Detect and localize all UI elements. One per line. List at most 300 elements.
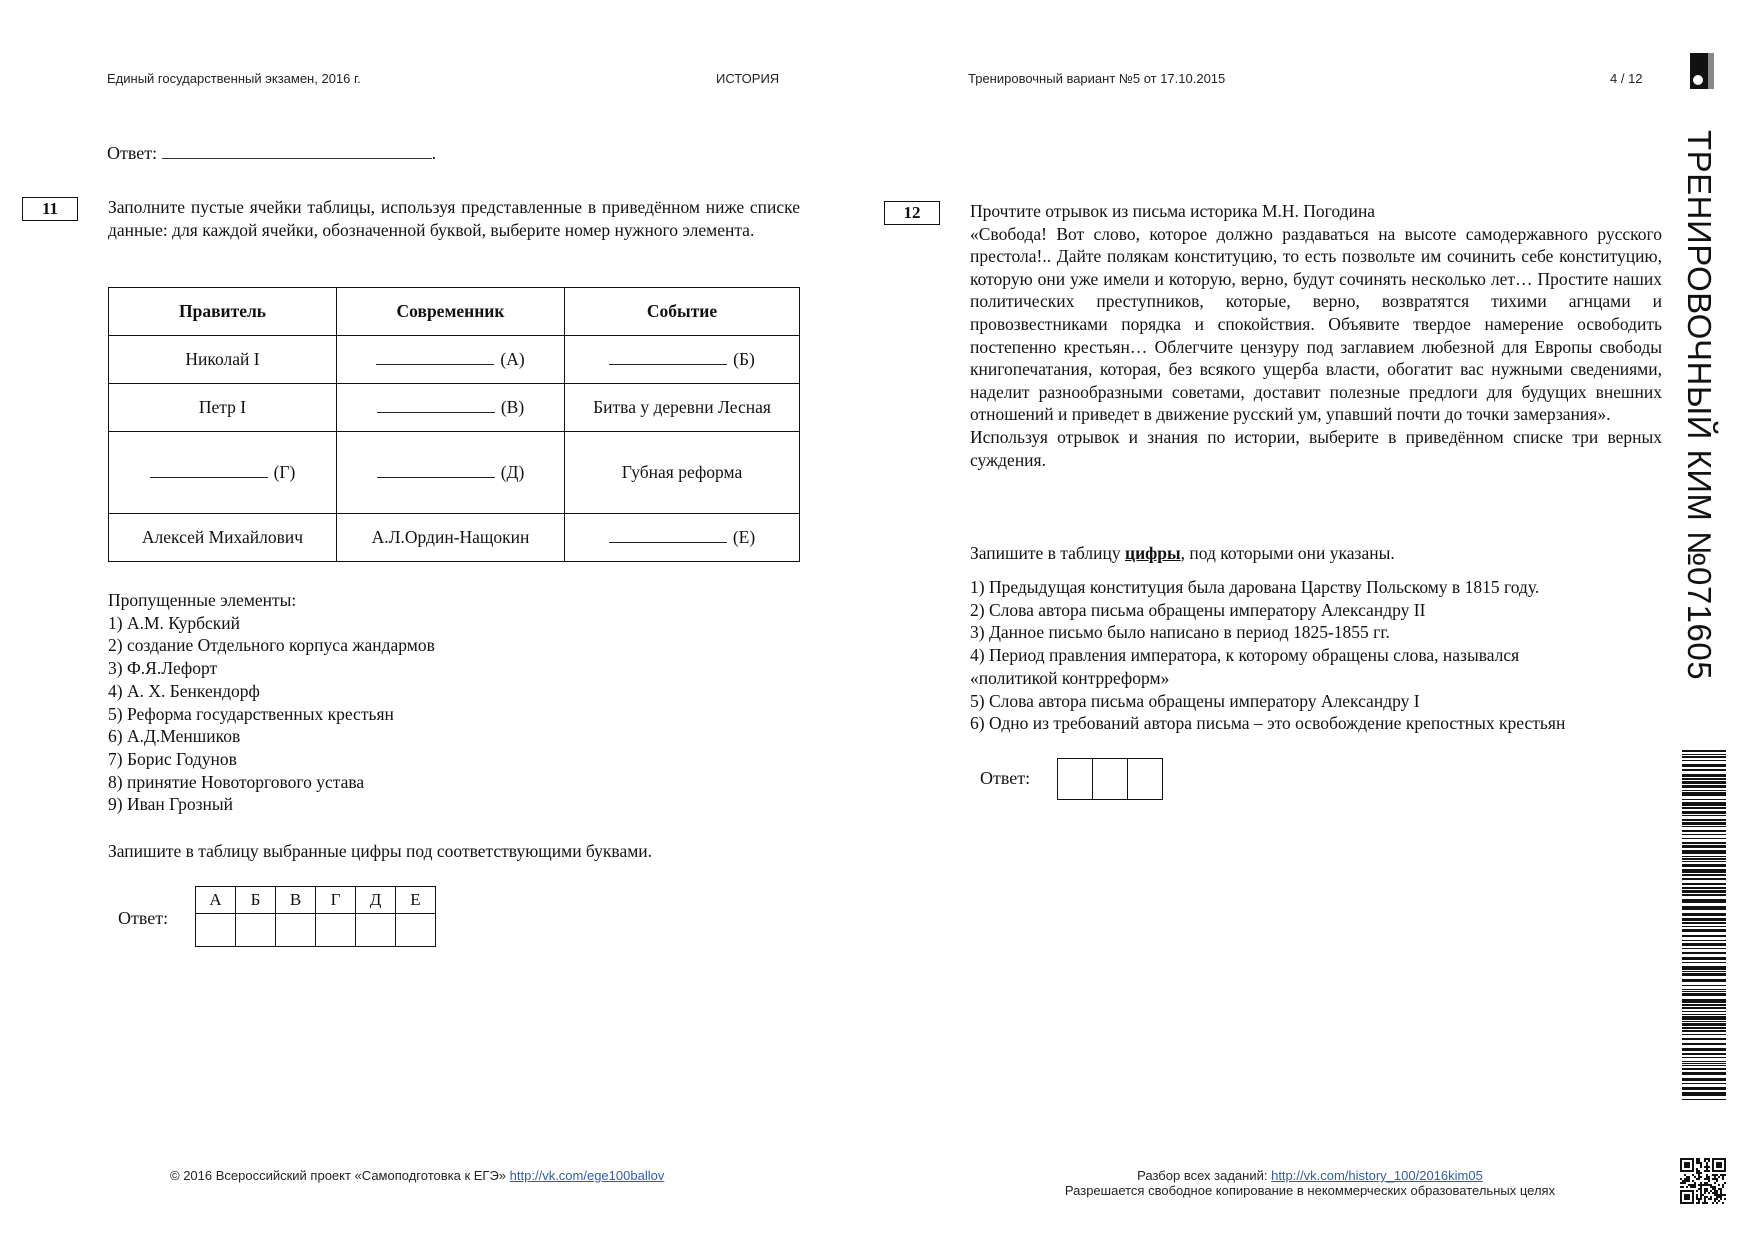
barcode-bar xyxy=(1682,1099,1726,1100)
barcode-bar xyxy=(1682,1092,1726,1096)
barcode-bar xyxy=(1682,1063,1726,1064)
qr-module xyxy=(1714,1186,1716,1188)
qr-module xyxy=(1708,1170,1710,1172)
barcode-icon xyxy=(1682,750,1726,1100)
write-suffix: , под которыми они указаны. xyxy=(1180,543,1395,563)
barcode-bar xyxy=(1682,973,1726,976)
barcode-bar xyxy=(1682,856,1726,857)
qr-module xyxy=(1700,1192,1702,1194)
qr-module xyxy=(1700,1164,1702,1166)
q11-write-instruction: Запишите в таблицу выбранные цифры под соответствующими буквами. xyxy=(108,841,653,861)
qr-module xyxy=(1714,1182,1716,1184)
answer-cell[interactable] xyxy=(1128,759,1163,800)
qr-module xyxy=(1696,1196,1698,1198)
list-item: 2) Слова автора письма обращены императору Александру II xyxy=(970,599,1426,620)
qr-module xyxy=(1682,1180,1684,1182)
qr-module xyxy=(1720,1192,1722,1194)
copyright-text: © 2016 Всероссийский проект «Самоподготовка к ЕГЭ» xyxy=(170,1168,507,1183)
list-item: 6) А.Д.Меншиков xyxy=(108,726,241,747)
answer-letters-row xyxy=(196,887,436,914)
footer-copyright xyxy=(170,1168,664,1183)
q11-answer-table xyxy=(195,886,436,947)
qr-module xyxy=(1724,1182,1726,1184)
qr-module xyxy=(1696,1158,1698,1160)
list-item: 8) принятие Новоторгового устава xyxy=(108,771,365,792)
qr-module xyxy=(1706,1202,1708,1204)
qr-module xyxy=(1698,1202,1700,1204)
barcode-bar xyxy=(1682,926,1726,927)
blank-line xyxy=(377,398,495,413)
qr-module xyxy=(1698,1160,1700,1162)
qr-module xyxy=(1714,1174,1716,1176)
list-item: 9) Иван Грозный xyxy=(108,794,234,815)
qr-module xyxy=(1698,1178,1700,1180)
barcode-bar xyxy=(1682,1030,1726,1032)
qr-module xyxy=(1716,1178,1718,1180)
barcode-bar xyxy=(1682,989,1726,990)
qr-module xyxy=(1710,1198,1712,1200)
table-cell: Битва у деревни Лесная xyxy=(565,384,800,432)
qr-module xyxy=(1686,1176,1688,1178)
qr-module xyxy=(1700,1190,1702,1192)
qr-module xyxy=(1704,1160,1706,1162)
barcode-bar xyxy=(1682,750,1726,752)
list-item: 5) Реформа государственных крестьян xyxy=(108,703,394,724)
vertical-kim-title xyxy=(1680,130,1720,730)
qr-module xyxy=(1718,1194,1720,1196)
qr-module xyxy=(1704,1190,1706,1192)
qr-module xyxy=(1714,1190,1716,1192)
qr-module xyxy=(1700,1176,1702,1178)
qr-module xyxy=(1708,1198,1710,1200)
table-cell: А.Л.Ордин-Нащокин xyxy=(337,514,565,562)
qr-module xyxy=(1688,1184,1690,1186)
barcode-bar xyxy=(1682,993,1726,996)
qr-module xyxy=(1698,1198,1700,1200)
barcode-bar xyxy=(1682,799,1726,800)
qr-module xyxy=(1712,1188,1714,1190)
barcode-bar xyxy=(1682,899,1726,903)
barcode-bar xyxy=(1682,790,1726,791)
qr-module xyxy=(1706,1178,1708,1180)
qr-module xyxy=(1682,1182,1684,1184)
barcode-bar xyxy=(1682,1014,1726,1015)
qr-module xyxy=(1706,1168,1708,1170)
barcode-bar xyxy=(1682,754,1726,755)
barcode-bar xyxy=(1682,1083,1726,1084)
table-row xyxy=(109,336,800,384)
blank-letter: (Б) xyxy=(733,349,755,369)
answer-letter: Д xyxy=(356,887,396,914)
qr-module xyxy=(1700,1194,1702,1196)
answer-label: Ответ: xyxy=(107,143,158,163)
qr-module xyxy=(1716,1202,1718,1204)
barcode-bar xyxy=(1682,878,1726,880)
list-item: 2) создание Отдельного корпуса жандармов xyxy=(108,635,435,656)
qr-module xyxy=(1688,1180,1690,1182)
table-cell: Алексей Михайлович xyxy=(109,514,337,562)
qr-module xyxy=(1718,1200,1720,1202)
qr-module xyxy=(1684,1178,1686,1180)
blank-line xyxy=(376,350,494,365)
qr-module xyxy=(1724,1198,1726,1200)
qr-module xyxy=(1698,1184,1700,1186)
qr-module xyxy=(1712,1178,1714,1180)
table-cell-blank[interactable] xyxy=(337,432,565,514)
barcode-bar xyxy=(1682,906,1726,910)
barcode-bar xyxy=(1682,966,1726,970)
qr-module xyxy=(1708,1158,1710,1160)
qr-module xyxy=(1710,1196,1712,1198)
barcode-bar xyxy=(1682,850,1726,854)
qr-module xyxy=(1690,1184,1692,1186)
barcode-bar xyxy=(1682,943,1726,946)
qr-module xyxy=(1698,1170,1700,1172)
barcode-bar xyxy=(1682,830,1726,832)
answer-cell[interactable] xyxy=(356,914,396,947)
barcode-bar xyxy=(1682,999,1726,1003)
list-item: 4) А. Х. Бенкендорф xyxy=(108,680,260,701)
qr-module xyxy=(1706,1184,1708,1186)
q11-table xyxy=(108,287,800,562)
answer-suffix: . xyxy=(431,143,437,163)
qr-module xyxy=(1706,1174,1708,1176)
barcode-bar xyxy=(1682,807,1726,809)
qr-module xyxy=(1704,1184,1706,1186)
qr-module xyxy=(1724,1174,1726,1176)
qr-module xyxy=(1710,1190,1712,1192)
barcode-bar xyxy=(1682,940,1726,941)
table-cell: Николай I xyxy=(109,336,337,384)
qr-module xyxy=(1704,1192,1706,1194)
q11-missing-elements xyxy=(108,589,435,816)
barcode-bar xyxy=(1682,1078,1726,1081)
qr-module xyxy=(1696,1162,1698,1164)
barcode-bar xyxy=(1682,822,1726,825)
qr-module xyxy=(1684,1180,1686,1182)
barcode-bar xyxy=(1682,869,1726,873)
barcode-bar xyxy=(1682,811,1726,814)
qr-module xyxy=(1690,1186,1692,1188)
table-cell-blank[interactable] xyxy=(109,432,337,514)
list-item: 7) Борис Годунов xyxy=(108,748,237,769)
qr-module xyxy=(1708,1160,1710,1162)
answer-letter: А xyxy=(196,887,236,914)
qr-module xyxy=(1686,1180,1688,1182)
q12-answer-table xyxy=(1057,758,1163,800)
barcode-bar xyxy=(1682,815,1726,816)
q12-answer-label: Ответ: xyxy=(980,768,1031,788)
barcode-bar xyxy=(1682,952,1726,954)
qr-module xyxy=(1694,1186,1696,1188)
qr-module xyxy=(1714,1188,1716,1190)
qr-module xyxy=(1700,1186,1702,1188)
qr-module xyxy=(1702,1184,1704,1186)
answer-cell[interactable] xyxy=(396,914,436,947)
barcode-bar xyxy=(1682,1048,1726,1051)
barcode-bar xyxy=(1682,1061,1726,1062)
q11-header-contemporary: Современник xyxy=(337,288,565,336)
barcode-bar xyxy=(1682,834,1726,835)
q11-table-header-row xyxy=(109,288,800,336)
qr-module xyxy=(1704,1198,1706,1200)
previous-answer xyxy=(107,140,436,164)
barcode-bar xyxy=(1682,890,1726,893)
qr-module xyxy=(1698,1158,1700,1160)
qr-module xyxy=(1706,1170,1708,1172)
qr-module xyxy=(1704,1178,1706,1180)
qr-module xyxy=(1700,1188,1702,1190)
qr-module xyxy=(1698,1188,1700,1190)
qr-module xyxy=(1706,1162,1708,1164)
table-cell-blank[interactable] xyxy=(337,336,565,384)
barcode-bar xyxy=(1682,1053,1726,1055)
qr-module xyxy=(1696,1170,1698,1172)
qr-module xyxy=(1700,1172,1702,1174)
qr-module xyxy=(1722,1178,1724,1180)
qr-module xyxy=(1722,1186,1724,1188)
barcode-bar xyxy=(1682,935,1726,937)
barcode-bar xyxy=(1682,778,1726,780)
barcode-bar xyxy=(1682,864,1726,867)
q12-body xyxy=(970,200,1662,471)
qr-module xyxy=(1696,1178,1698,1180)
qr-module xyxy=(1708,1178,1710,1180)
qr-module xyxy=(1708,1166,1710,1168)
qr-module xyxy=(1686,1178,1688,1180)
qr-module xyxy=(1718,1184,1720,1186)
qr-module xyxy=(1722,1202,1724,1204)
qr-module xyxy=(1706,1188,1708,1190)
barcode-bar xyxy=(1682,913,1726,916)
blank-line xyxy=(150,463,268,478)
blank-line xyxy=(609,350,727,365)
q12-options xyxy=(970,576,1670,735)
barcode-bar xyxy=(1682,842,1726,844)
qr-module xyxy=(1694,1176,1696,1178)
qr-module xyxy=(1700,1196,1702,1198)
qr-module xyxy=(1714,1176,1716,1178)
qr-module xyxy=(1698,1172,1700,1174)
footer-review xyxy=(1030,1168,1590,1198)
answer-cell[interactable] xyxy=(276,914,316,947)
barcode-bar xyxy=(1682,1068,1726,1070)
answer-blank[interactable] xyxy=(162,140,432,159)
qr-module xyxy=(1708,1180,1710,1182)
answer-cell[interactable] xyxy=(236,914,276,947)
barcode-bar xyxy=(1682,774,1726,777)
barcode-bar xyxy=(1682,948,1726,949)
qr-module xyxy=(1688,1178,1690,1180)
barcode-bar xyxy=(1682,845,1726,848)
barcode-bar xyxy=(1682,802,1726,806)
list-item: 1) Предыдущая конституция была дарована Царству Польскому в 1815 году. xyxy=(970,577,1540,597)
barcode-bar xyxy=(1682,1034,1726,1035)
qr-module xyxy=(1698,1174,1700,1176)
qr-module xyxy=(1706,1176,1708,1178)
qr-module xyxy=(1694,1184,1696,1186)
qr-module xyxy=(1704,1202,1706,1204)
list-item: 3) Данное письмо было написано в период 1825-1855 гг. xyxy=(970,622,1390,643)
qr-finder xyxy=(1716,1162,1722,1168)
barcode-bar xyxy=(1682,1016,1726,1020)
barcode-bar xyxy=(1682,858,1726,860)
qr-module xyxy=(1704,1200,1706,1202)
blank-letter: (Е) xyxy=(732,527,756,547)
qr-module xyxy=(1700,1182,1702,1184)
q11-instruction: Заполните пустые ячейки таблицы, используя представленные в приведённом ниже списке данные: для каждой ячейки, обозначенной буквой, выберите номер нужного элемента. xyxy=(108,197,800,240)
qr-module xyxy=(1696,1190,1698,1192)
qr-module xyxy=(1702,1202,1704,1204)
registration-mark-icon xyxy=(1690,53,1708,89)
q12-write-instruction xyxy=(970,542,1395,565)
qr-module xyxy=(1696,1198,1698,1200)
qr-module xyxy=(1696,1160,1698,1162)
qr-module xyxy=(1722,1176,1724,1178)
barcode-bar xyxy=(1682,894,1726,896)
q12-quote: «Свобода! Вот слово, которое должно раздаваться на высоте самодержавного русского престола!.. Дайте полякам конституцию, то есть позвольте им сочинить себе конституцию, которую они уже имели и которую, верно, будут сочинять несколько лет… Простите наших политических преступников, которые, верно, возвратятся тихими агнцами и провозвестниками порядка и спокойствия. Объявите твердое намерение освободить постепенно крестьян… Облегчите цензуру под заглавием любезной для Европы свободы книгопечатания, которая, без всякого ущерба власти, обогатит вас нужными сведениями, наделит разнообразными советами, доставит полезные предлоги для будущих внешних отношений и приведет в движение русский ум, упавший почти до точки замерзания». xyxy=(970,223,1662,425)
header-variant: Тренировочный вариант №5 от 17.10.2015 xyxy=(968,71,1226,86)
header-page-number: 4 / 12 xyxy=(1610,71,1643,86)
answer-cell[interactable] xyxy=(1093,759,1128,800)
qr-module xyxy=(1692,1184,1694,1186)
qr-module xyxy=(1706,1158,1708,1160)
write-emphasis: цифры xyxy=(1125,543,1181,563)
barcode-bar xyxy=(1682,785,1726,788)
qr-module xyxy=(1706,1196,1708,1198)
qr-module xyxy=(1724,1194,1726,1196)
qr-module xyxy=(1692,1180,1694,1182)
q11-header-event: Событие xyxy=(565,288,800,336)
vertical-kim-title-text: ТРЕНИРОВОЧНЫЙ КИМ №071605 xyxy=(1681,130,1718,681)
qr-module xyxy=(1708,1176,1710,1178)
table-cell: Петр I xyxy=(109,384,337,432)
barcode-bar xyxy=(1682,1021,1726,1022)
barcode-bar xyxy=(1682,957,1726,960)
question-number-11: 11 xyxy=(22,197,78,221)
review-link[interactable]: http://vk.com/history_100/2016kim05 xyxy=(1271,1168,1483,1183)
blank-line xyxy=(609,528,727,543)
barcode-bar xyxy=(1682,769,1726,771)
list-item: 5) Слова автора письма обращены императору Александру I xyxy=(970,690,1420,711)
answer-cell[interactable] xyxy=(1058,759,1093,800)
qr-module xyxy=(1708,1184,1710,1186)
blank-letter: (А) xyxy=(500,349,525,369)
qr-module xyxy=(1714,1200,1716,1202)
qr-module xyxy=(1688,1176,1690,1178)
qr-module xyxy=(1700,1184,1702,1186)
barcode-bar xyxy=(1682,838,1726,839)
barcode-bar xyxy=(1682,792,1726,796)
barcode-bar xyxy=(1682,760,1726,761)
header-exam-title: Единый государственный экзамен, 2016 г. xyxy=(107,71,361,86)
qr-module xyxy=(1720,1194,1722,1196)
qr-module xyxy=(1714,1192,1716,1194)
qr-module xyxy=(1686,1186,1688,1188)
table-cell: Губная реформа xyxy=(565,432,800,514)
qr-module xyxy=(1716,1180,1718,1182)
barcode-bar xyxy=(1682,985,1726,986)
barcode-bar xyxy=(1682,979,1726,982)
qr-module xyxy=(1712,1174,1714,1176)
qr-module xyxy=(1706,1166,1708,1168)
qr-module xyxy=(1712,1202,1714,1204)
qr-module xyxy=(1692,1186,1694,1188)
qr-module xyxy=(1710,1186,1712,1188)
qr-module xyxy=(1704,1166,1706,1168)
list-item: 3) Ф.Я.Лефорт xyxy=(108,658,218,679)
barcode-bar xyxy=(1682,861,1726,862)
answer-letter: Е xyxy=(396,887,436,914)
qr-module xyxy=(1708,1192,1710,1194)
q12-task: Используя отрывок и знания по истории, выберите в приведённом списке три верных суждения. xyxy=(970,426,1662,470)
table-cell-blank[interactable] xyxy=(565,336,800,384)
qr-module xyxy=(1710,1184,1712,1186)
barcode-bar xyxy=(1682,1038,1726,1040)
blank-letter: (Д) xyxy=(500,462,525,482)
qr-module xyxy=(1722,1174,1724,1176)
barcode-bar xyxy=(1682,1065,1726,1066)
qr-module xyxy=(1700,1166,1702,1168)
answer-cells-row xyxy=(196,914,436,947)
barcode-bar xyxy=(1682,826,1726,827)
qr-module xyxy=(1698,1162,1700,1164)
barcode-bar xyxy=(1682,1023,1726,1026)
header-subject: ИСТОРИЯ xyxy=(716,71,780,86)
table-row xyxy=(109,384,800,432)
qr-module xyxy=(1712,1186,1714,1188)
qr-module xyxy=(1706,1190,1708,1192)
barcode-bar xyxy=(1682,922,1726,924)
qr-module xyxy=(1694,1182,1696,1184)
q11-header-ruler: Правитель xyxy=(109,288,337,336)
barcode-bar xyxy=(1682,874,1726,876)
barcode-bar xyxy=(1682,819,1726,821)
missing-elements-title: Пропущенные элементы: xyxy=(108,590,297,610)
qr-module xyxy=(1696,1172,1698,1174)
qr-code-icon xyxy=(1680,1158,1726,1204)
table-cell-blank[interactable] xyxy=(565,514,800,562)
copyright-link[interactable]: http://vk.com/ege100ballov xyxy=(509,1168,665,1183)
qr-module xyxy=(1720,1190,1722,1192)
qr-module xyxy=(1716,1190,1718,1192)
qr-module xyxy=(1720,1196,1722,1198)
answer-cells-row xyxy=(1058,759,1163,800)
qr-module xyxy=(1716,1196,1718,1198)
answer-cell[interactable] xyxy=(196,914,236,947)
qr-module xyxy=(1704,1182,1706,1184)
barcode-bar xyxy=(1682,918,1726,921)
qr-module xyxy=(1706,1182,1708,1184)
barcode-bar xyxy=(1682,929,1726,932)
barcode-bar xyxy=(1682,764,1726,767)
barcode-bar xyxy=(1682,756,1726,758)
qr-module xyxy=(1720,1198,1722,1200)
answer-cell[interactable] xyxy=(316,914,356,947)
qr-module xyxy=(1714,1198,1716,1200)
qr-module xyxy=(1716,1192,1718,1194)
qr-module xyxy=(1714,1178,1716,1180)
barcode-bar xyxy=(1682,883,1726,885)
barcode-bar xyxy=(1682,1007,1726,1009)
table-row xyxy=(109,432,800,514)
qr-module xyxy=(1700,1198,1702,1200)
qr-module xyxy=(1680,1182,1682,1184)
table-cell-blank[interactable] xyxy=(337,384,565,432)
qr-module xyxy=(1720,1174,1722,1176)
answer-letter: Б xyxy=(236,887,276,914)
registration-mark-bar xyxy=(1708,53,1714,89)
